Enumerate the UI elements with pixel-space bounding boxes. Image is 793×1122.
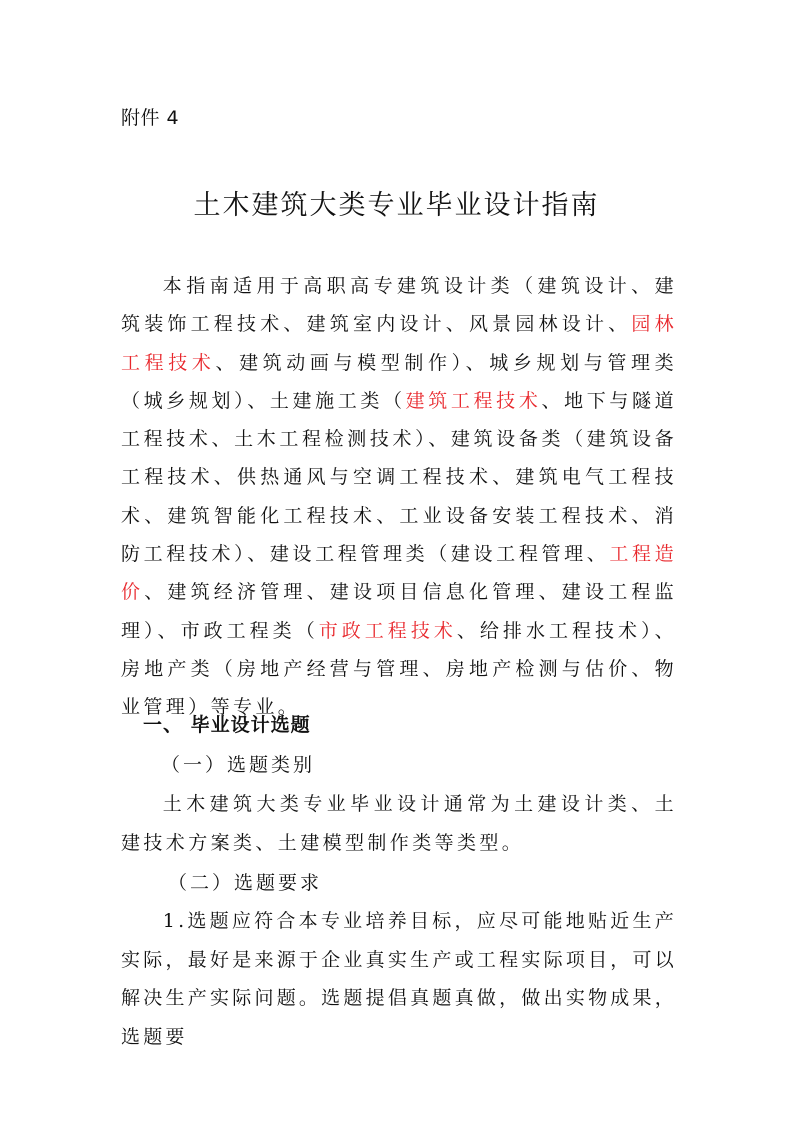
selection-category-paragraph: 土木建筑大类专业毕业设计通常为土建设计类、土建技术方案类、土建模型制作类等类型。 (121, 793, 677, 854)
highlighted-major: 工程造价 (121, 543, 678, 604)
highlighted-major: 建筑工程技术 (405, 389, 542, 412)
highlighted-major: 园林工程技术 (121, 313, 677, 374)
subsection-heading: （一）选题类别 (161, 754, 316, 776)
document-title: 土木建筑大类专业毕业设计指南 (193, 190, 600, 221)
intro-text: 、地下与隧道工程技术、土木工程检测技术）、建筑设备类（建筑设备工程技术、供热通风与空调工程技术、建筑电气工程技术、建筑智能化工程技术、工业设备安装工程技术、消防工程技术）、建设工程管理类（建设工程管理、 (121, 389, 677, 566)
intro-text: 、给排水工程技术）、房地产类（房地产经营与管理、房地产检测与估价、物业管理）等专业。 (121, 619, 677, 719)
intro-text: 、建筑经济管理、建设项目信息化管理、建设工程监理）、市政工程类（ (121, 581, 677, 642)
highlighted-major: 市政工程技术 (318, 619, 457, 642)
intro-text: 本指南适用于高职高专建筑设计类（建筑设计、建筑装饰工程技术、建筑室内设计、风景园林设计、 (121, 275, 677, 336)
attachment-label: 附件 4 (121, 107, 180, 129)
intro-paragraph (121, 267, 677, 727)
selection-requirement-paragraph: 1.选题应符合本专业培养目标，应尽可能地贴近生产实际，最好是来源于企业真实生产或工程实际项目，可以解决生产实际问题。选题提倡真题真做，做出实物成果，选题要 (121, 910, 677, 1048)
subsection-heading: （二）选题要求 (168, 872, 323, 894)
intro-text: 、建筑动画与模型制作）、城乡规划与管理类（城乡规划）、土建施工类（ (121, 351, 677, 412)
section-heading: 一、 毕业设计选题 (143, 714, 311, 736)
